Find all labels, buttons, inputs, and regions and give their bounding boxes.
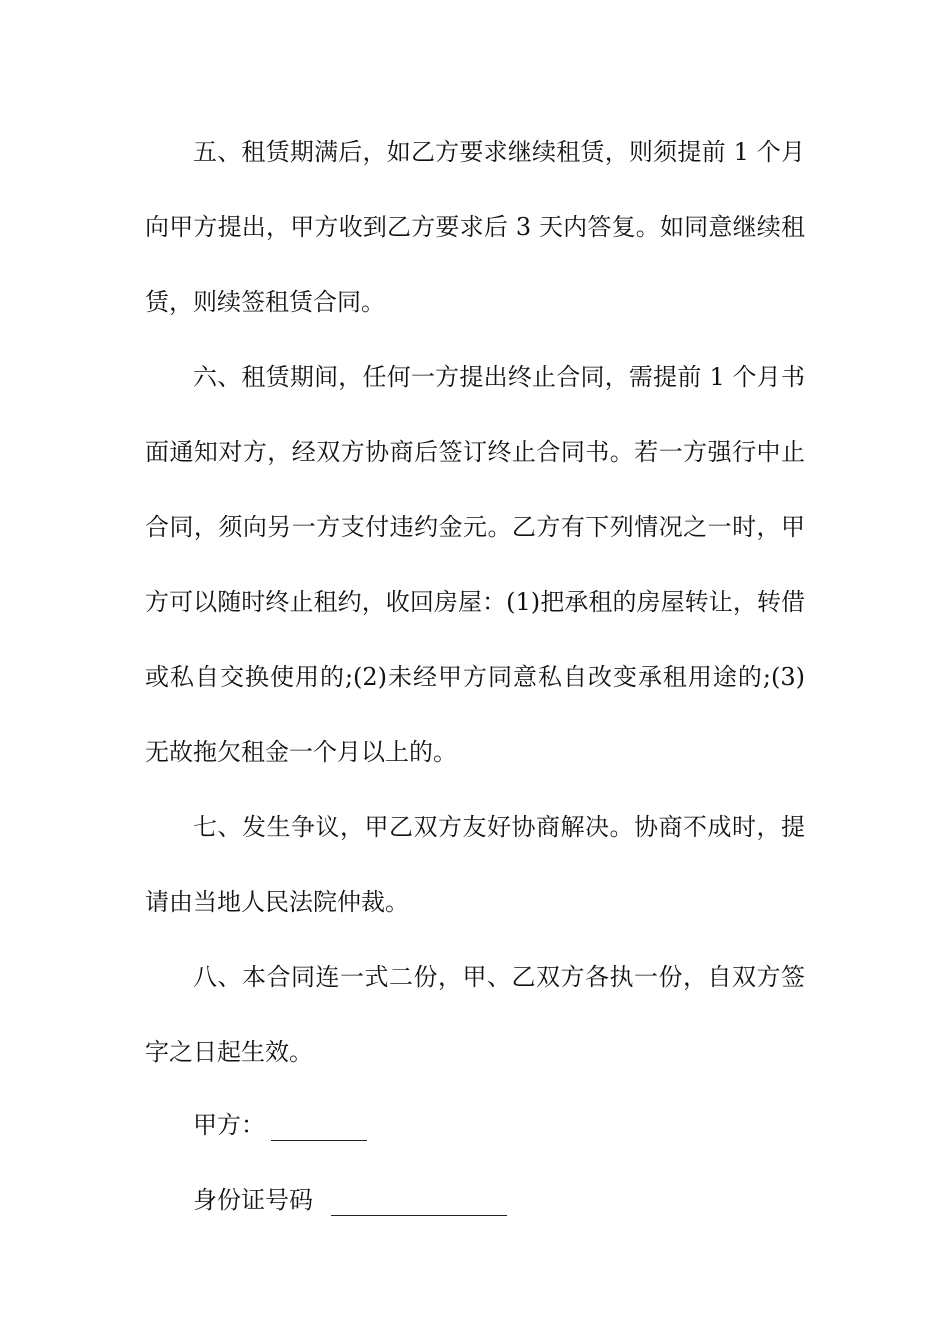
clause-6-line-1: 六、租赁期间，任何一方提出终止合同，需提前 1 个月书: [193, 363, 805, 391]
clause-6-line-2: 面通知对方，经双方协商后签订终止合同书。若一方强行中止: [145, 438, 805, 466]
id-number-blank: [331, 1189, 507, 1216]
party-a-blank: [271, 1114, 367, 1141]
id-number-label: 身份证号码: [193, 1186, 313, 1214]
clause-8-line-1: 八、本合同连一式二份，甲、乙双方各执一份，自双方签: [193, 963, 805, 991]
clause-6-line-5: 或私自交换使用的;(2)未经甲方同意私自改变承租用途的;(3): [145, 663, 805, 691]
clause-5-line-1: 五、租赁期满后，如乙方要求继续租赁，则须提前 1 个月: [193, 138, 805, 166]
clause-7-line-1: 七、发生争议，甲乙双方友好协商解决。协商不成时，提: [193, 813, 805, 841]
clause-8-line-2: 字之日起生效。: [145, 1038, 313, 1066]
party-a-signature-row: [193, 1109, 367, 1141]
clause-6-line-3: 合同，须向另一方支付违约金元。乙方有下列情况之一时，甲: [145, 513, 805, 541]
id-number-row: [193, 1184, 507, 1216]
clause-5-line-2: 向甲方提出，甲方收到乙方要求后 3 天内答复。如同意继续租: [145, 213, 805, 241]
clause-6-line-6: 无故拖欠租金一个月以上的。: [145, 738, 457, 766]
clause-6-line-4: 方可以随时终止租约，收回房屋：(1)把承租的房屋转让，转借: [145, 588, 805, 616]
clause-5-line-3: 赁，则续签租赁合同。: [145, 288, 385, 316]
clause-7-line-2: 请由当地人民法院仲裁。: [145, 888, 409, 916]
party-a-label: 甲方：: [193, 1111, 265, 1139]
